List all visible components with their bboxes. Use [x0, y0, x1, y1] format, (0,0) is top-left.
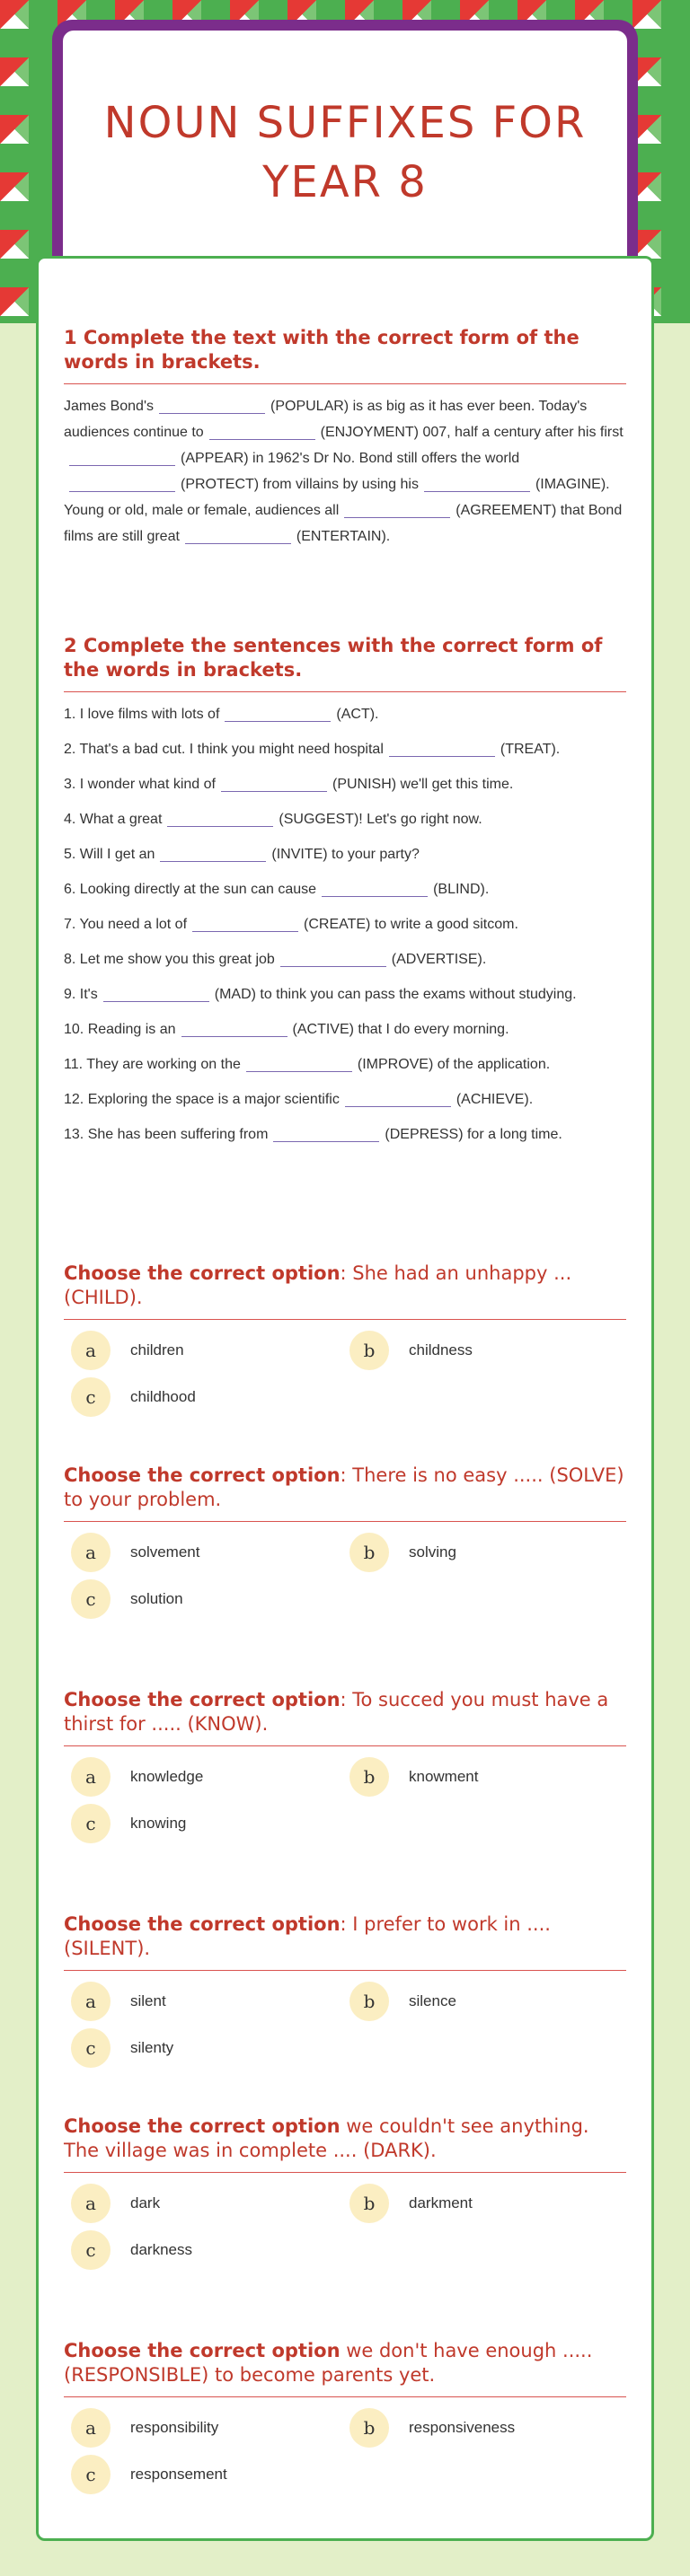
blank-1[interactable] — [159, 395, 265, 414]
sentence-blank[interactable] — [221, 773, 327, 792]
option-c-badge: c — [71, 1377, 111, 1417]
option-a[interactable]: a knowledge — [71, 1757, 203, 1797]
sentence-5: 5. Will I get an (INVITE) to your party? — [64, 841, 626, 867]
sentence-8: 8. Let me show you this great job (ADVERTISE). — [64, 946, 626, 972]
exercise-1-heading: 1 Complete the text with the correct form of the words in brackets. — [64, 326, 626, 384]
sentence-blank[interactable] — [280, 948, 386, 967]
option-b-badge: b — [349, 1533, 389, 1572]
blank-7[interactable] — [185, 525, 291, 544]
question-heading: Choose the correct option: There is no easy ..... (SOLVE) to your problem. — [64, 1464, 626, 1522]
sentence-blank[interactable] — [103, 983, 209, 1002]
options — [64, 1757, 626, 1856]
option-b[interactable]: b darkment — [349, 2184, 473, 2223]
option-c[interactable]: c knowing — [71, 1804, 186, 1843]
sentence-blank[interactable] — [389, 738, 495, 757]
option-c[interactable]: c solution — [71, 1579, 183, 1619]
option-a-badge: a — [71, 1533, 111, 1572]
exercise-2 — [64, 634, 626, 1156]
exercise-2-sentences — [64, 701, 626, 1147]
option-b[interactable]: b solving — [349, 1533, 456, 1572]
option-b-badge: b — [349, 1331, 389, 1370]
option-b[interactable]: b responsiveness — [349, 2408, 515, 2448]
options — [64, 2184, 626, 2282]
sentence-10: 10. Reading is an (ACTIVE) that I do every morning. — [64, 1016, 626, 1042]
option-a[interactable]: a solvement — [71, 1533, 199, 1572]
option-c[interactable]: c darkness — [71, 2230, 192, 2270]
option-b[interactable]: b silence — [349, 1982, 456, 2021]
question-heading: Choose the correct option: To succed you must have a thirst for ..... (KNOW). — [64, 1688, 626, 1746]
sentence-11: 11. They are working on the (IMPROVE) of the application. — [64, 1051, 626, 1077]
options — [64, 1982, 626, 2080]
question-3 — [64, 1688, 626, 1856]
sentence-blank[interactable] — [322, 878, 428, 897]
option-c-badge: c — [71, 1804, 111, 1843]
blank-4[interactable] — [69, 473, 175, 492]
sentence-blank[interactable] — [246, 1053, 352, 1072]
option-a[interactable]: a responsibility — [71, 2408, 218, 2448]
sentence-blank[interactable] — [160, 843, 266, 862]
blank-3[interactable] — [69, 447, 175, 466]
sentence-2: 2. That's a bad cut. I think you might need hospital (TREAT). — [64, 736, 626, 762]
sentence-blank[interactable] — [181, 1018, 288, 1037]
option-b[interactable]: b knowment — [349, 1757, 478, 1797]
options — [64, 1533, 626, 1631]
option-c-badge: c — [71, 2028, 111, 2068]
sentence-1: 1. I love films with lots of (ACT). — [64, 701, 626, 727]
option-a[interactable]: a children — [71, 1331, 184, 1370]
option-c[interactable]: c responsement — [71, 2455, 227, 2494]
page-title: NOUN SUFFIXES FOR YEAR 8 — [103, 98, 587, 207]
option-a[interactable]: a dark — [71, 2184, 160, 2223]
sentence-4: 4. What a great (SUGGEST)! Let's go right now. — [64, 806, 626, 832]
options — [64, 2408, 626, 2507]
option-b[interactable]: b childness — [349, 1331, 473, 1370]
option-b-badge: b — [349, 1982, 389, 2021]
exercise-2-heading: 2 Complete the sentences with the correct form of the words in brackets. — [64, 634, 626, 692]
option-c-badge: c — [71, 1579, 111, 1619]
options — [64, 1331, 626, 1429]
option-c-badge: c — [71, 2230, 111, 2270]
option-c[interactable]: c childhood — [71, 1377, 196, 1417]
sentence-blank[interactable] — [192, 913, 298, 932]
blank-6[interactable] — [344, 499, 450, 518]
option-c[interactable]: c silenty — [71, 2028, 173, 2068]
sentence-blank[interactable] — [273, 1123, 379, 1142]
sentence-blank[interactable] — [345, 1088, 451, 1107]
option-a-badge: a — [71, 1331, 111, 1370]
question-heading: Choose the correct option we don't have enough ..... (RESPONSIBLE) to become parents yet. — [64, 2339, 626, 2397]
option-b-badge: b — [349, 2184, 389, 2223]
option-b-badge: b — [349, 2408, 389, 2448]
option-a-badge: a — [71, 2408, 111, 2448]
exercise-1-text: James Bond's (POPULAR) is as big as it has ever been. Today's audiences continue to (ENJOYMENT) 007, half a century after his first(APPEAR) in 1962's Dr No. Bond still offers the world(PROTECT) from villains by using his (IMAGINE). Young or old, male or female, audiences all (AGREEMENT) that Bond films are still great (ENTERTAIN). — [64, 393, 626, 549]
sentence-9: 9. It's (MAD) to think you can pass the exams without studying. — [64, 981, 626, 1007]
option-b-badge: b — [349, 1757, 389, 1797]
question-5 — [64, 2114, 626, 2282]
option-a[interactable]: a silent — [71, 1982, 166, 2021]
option-a-badge: a — [71, 1982, 111, 2021]
sentence-6: 6. Looking directly at the sun can cause (BLIND). — [64, 876, 626, 902]
question-6 — [64, 2339, 626, 2507]
sentence-blank[interactable] — [225, 703, 331, 722]
sentence-13: 13. She has been suffering from (DEPRESS) for a long time. — [64, 1121, 626, 1147]
question-2 — [64, 1464, 626, 1631]
question-heading: Choose the correct option we couldn't see anything. The village was in complete .... (DARK). — [64, 2114, 626, 2173]
blank-2[interactable] — [209, 421, 315, 440]
option-a-badge: a — [71, 2184, 111, 2223]
question-heading: Choose the correct option: I prefer to work in .... (SILENT). — [64, 1912, 626, 1971]
sentence-3: 3. I wonder what kind of (PUNISH) we'll get this time. — [64, 771, 626, 797]
worksheet — [36, 256, 654, 2541]
sentence-blank[interactable] — [167, 808, 273, 827]
sentence-12: 12. Exploring the space is a major scientific (ACHIEVE). — [64, 1086, 626, 1112]
sentence-7: 7. You need a lot of (CREATE) to write a good sitcom. — [64, 911, 626, 937]
blank-5[interactable] — [424, 473, 530, 492]
question-4 — [64, 1912, 626, 2080]
question-1 — [64, 1262, 626, 1429]
question-heading: Choose the correct option: She had an unhappy ... (CHILD). — [64, 1262, 626, 1320]
option-a-badge: a — [71, 1757, 111, 1797]
option-c-badge: c — [71, 2455, 111, 2494]
exercise-1 — [64, 326, 626, 549]
title-card — [61, 29, 629, 286]
